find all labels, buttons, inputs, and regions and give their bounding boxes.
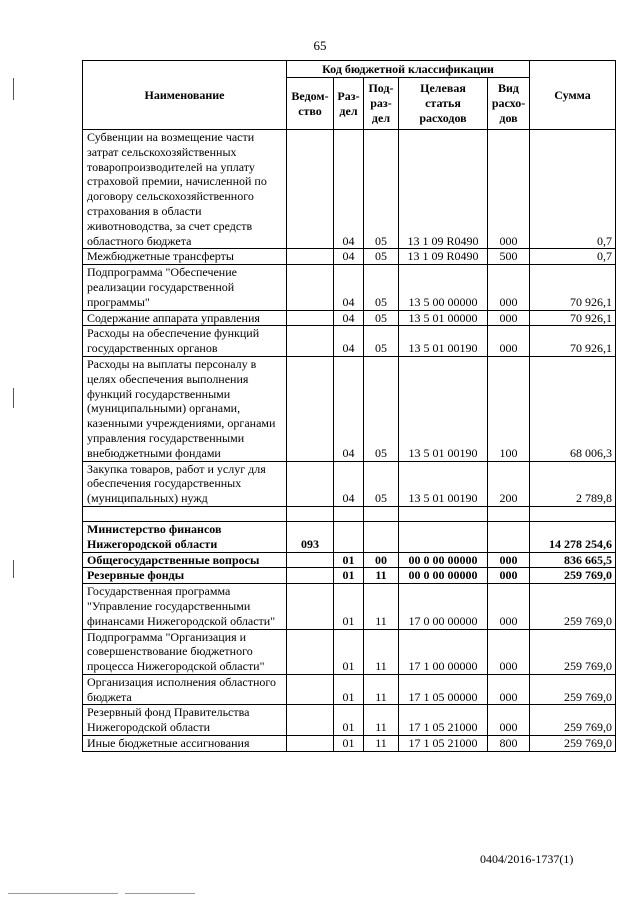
cell-sum: 70 926,1 bbox=[530, 265, 616, 310]
table-row bbox=[83, 736, 616, 752]
cell-name: Резервный фонд Правительства Нижегородской области bbox=[83, 705, 287, 736]
cell-section: 01 bbox=[334, 705, 364, 736]
cell-section: 01 bbox=[334, 736, 364, 752]
cell-kind: 500 bbox=[488, 249, 530, 265]
cell-dept bbox=[287, 629, 334, 674]
cell-kind: 200 bbox=[488, 461, 530, 506]
cell-target: 17 1 05 21000 bbox=[399, 736, 488, 752]
cell-dept bbox=[287, 705, 334, 736]
table-row bbox=[83, 130, 616, 249]
cell-kind bbox=[488, 521, 530, 552]
table-row bbox=[83, 461, 616, 506]
cell-kind: 100 bbox=[488, 356, 530, 461]
cell-section: 01 bbox=[334, 674, 364, 705]
cell-target: 13 5 00 00000 bbox=[399, 265, 488, 310]
cell-section: 01 bbox=[334, 584, 364, 629]
header-dept: Ведом-ство bbox=[287, 78, 334, 130]
table-row bbox=[83, 249, 616, 265]
cell-dept bbox=[287, 130, 334, 249]
cell-target: 13 5 01 00190 bbox=[399, 461, 488, 506]
cell-kind: 000 bbox=[488, 705, 530, 736]
table-row bbox=[83, 265, 616, 310]
cell-section: 04 bbox=[334, 310, 364, 326]
cell-subsection: 11 bbox=[364, 568, 399, 584]
table-row bbox=[83, 310, 616, 326]
cell-name: Иные бюджетные ассигнования bbox=[83, 736, 287, 752]
cell-subsection: 05 bbox=[364, 356, 399, 461]
cell-target: 13 5 01 00190 bbox=[399, 356, 488, 461]
cell-dept bbox=[287, 584, 334, 629]
spacer-cell bbox=[364, 506, 399, 521]
cell-sum: 259 769,0 bbox=[530, 705, 616, 736]
cell-section bbox=[334, 521, 364, 552]
cell-subsection: 11 bbox=[364, 736, 399, 752]
cell-section: 04 bbox=[334, 249, 364, 265]
table-spacer-row bbox=[83, 506, 616, 521]
table-row bbox=[83, 584, 616, 629]
cell-sum: 70 926,1 bbox=[530, 310, 616, 326]
header-kind: Вид расхо-дов bbox=[488, 78, 530, 130]
cell-sum: 14 278 254,6 bbox=[530, 521, 616, 552]
page-number: 65 bbox=[313, 38, 327, 53]
cell-name: Резервные фонды bbox=[83, 568, 287, 584]
spacer-cell bbox=[530, 506, 616, 521]
cell-dept bbox=[287, 568, 334, 584]
cell-section: 01 bbox=[334, 552, 364, 568]
cell-target: 17 0 00 00000 bbox=[399, 584, 488, 629]
spacer-cell bbox=[83, 506, 287, 521]
cell-section: 04 bbox=[334, 265, 364, 310]
spacer-cell bbox=[488, 506, 530, 521]
budget-table bbox=[82, 60, 616, 752]
cell-name: Субвенции на возмещение части затрат сельскохозяйственных товаропроизводителей на уплату страховой премии, начисленной по договору сельскохозяйственного страхования в области животноводства, за счет средств областного бюджета bbox=[83, 130, 287, 249]
cell-subsection: 05 bbox=[364, 326, 399, 357]
table-row bbox=[83, 705, 616, 736]
table-row bbox=[83, 552, 616, 568]
cell-name: Расходы на выплаты персоналу в целях обеспечения выполнения функций государственными (муниципальными) органами, казенными учреждениями, органами управления государственными внебюджетными фондами bbox=[83, 356, 287, 461]
cell-kind: 000 bbox=[488, 265, 530, 310]
cell-sum: 259 769,0 bbox=[530, 584, 616, 629]
cell-name: Межбюджетные трансферты bbox=[83, 249, 287, 265]
cell-subsection: 05 bbox=[364, 265, 399, 310]
cell-section: 04 bbox=[334, 356, 364, 461]
cell-dept bbox=[287, 249, 334, 265]
cell-section: 01 bbox=[334, 629, 364, 674]
cell-dept bbox=[287, 265, 334, 310]
cell-name: Общегосударственные вопросы bbox=[83, 552, 287, 568]
table-row bbox=[83, 521, 616, 552]
cell-subsection: 11 bbox=[364, 674, 399, 705]
cell-dept bbox=[287, 736, 334, 752]
cell-target: 00 0 00 00000 bbox=[399, 568, 488, 584]
margin-mark bbox=[13, 560, 14, 578]
cell-name: Подпрограмма "Обеспечение реализации государственной программы" bbox=[83, 265, 287, 310]
cell-sum: 259 769,0 bbox=[530, 674, 616, 705]
cell-target: 17 1 05 00000 bbox=[399, 674, 488, 705]
table-row bbox=[83, 674, 616, 705]
cell-name: Закупка товаров, работ и услуг для обеспечения государственных (муниципальных) нужд bbox=[83, 461, 287, 506]
cell-dept: 093 bbox=[287, 521, 334, 552]
cell-name: Расходы на обеспечение функций государственных органов bbox=[83, 326, 287, 357]
cell-target: 13 5 01 00190 bbox=[399, 326, 488, 357]
cell-name: Организация исполнения областного бюджета bbox=[83, 674, 287, 705]
cell-sum: 259 769,0 bbox=[530, 736, 616, 752]
cell-section: 01 bbox=[334, 568, 364, 584]
header-sum: Сумма bbox=[530, 61, 616, 130]
cell-kind: 000 bbox=[488, 674, 530, 705]
cell-kind: 800 bbox=[488, 736, 530, 752]
cell-sum: 0,7 bbox=[530, 130, 616, 249]
table-row bbox=[83, 568, 616, 584]
table-row bbox=[83, 356, 616, 461]
cell-name: Министерство финансов Нижегородской области bbox=[83, 521, 287, 552]
cell-kind: 000 bbox=[488, 552, 530, 568]
cell-sum: 259 769,0 bbox=[530, 568, 616, 584]
budget-table-container bbox=[82, 60, 615, 752]
header-classification: Код бюджетной классификации bbox=[287, 61, 530, 78]
cell-dept bbox=[287, 674, 334, 705]
cell-dept bbox=[287, 326, 334, 357]
cell-target: 13 5 01 00000 bbox=[399, 310, 488, 326]
cell-sum: 68 006,3 bbox=[530, 356, 616, 461]
table-row bbox=[83, 326, 616, 357]
cell-target bbox=[399, 521, 488, 552]
cell-kind: 000 bbox=[488, 629, 530, 674]
cell-subsection: 11 bbox=[364, 629, 399, 674]
spacer-cell bbox=[399, 506, 488, 521]
header-section: Раз-дел bbox=[334, 78, 364, 130]
cell-subsection: 05 bbox=[364, 461, 399, 506]
cell-sum: 70 926,1 bbox=[530, 326, 616, 357]
cell-target: 17 1 00 00000 bbox=[399, 629, 488, 674]
cell-name: Государственная программа "Управление государственными финансами Нижегородской области" bbox=[83, 584, 287, 629]
cell-name: Содержание аппарата управления bbox=[83, 310, 287, 326]
cell-name: Подпрограмма "Организация и совершенствование бюджетного процесса Нижегородской области" bbox=[83, 629, 287, 674]
margin-mark bbox=[13, 388, 14, 408]
header-target: Целевая статья расходов bbox=[399, 78, 488, 130]
cell-sum: 836 665,5 bbox=[530, 552, 616, 568]
header-subsection: Под-раз-дел bbox=[364, 78, 399, 130]
cell-kind: 000 bbox=[488, 326, 530, 357]
cell-subsection: 05 bbox=[364, 249, 399, 265]
header-name: Наименование bbox=[83, 61, 287, 130]
cell-dept bbox=[287, 310, 334, 326]
document-code: 0404/2016-1737(1) bbox=[480, 852, 574, 866]
cell-target: 17 1 05 21000 bbox=[399, 705, 488, 736]
cell-target: 13 1 09 R0490 bbox=[399, 130, 488, 249]
cell-target: 00 0 00 00000 bbox=[399, 552, 488, 568]
scan-artifact bbox=[8, 893, 118, 894]
cell-kind: 000 bbox=[488, 568, 530, 584]
cell-section: 04 bbox=[334, 130, 364, 249]
cell-subsection: 11 bbox=[364, 584, 399, 629]
cell-kind: 000 bbox=[488, 130, 530, 249]
cell-sum: 2 789,8 bbox=[530, 461, 616, 506]
cell-subsection: 05 bbox=[364, 310, 399, 326]
cell-dept bbox=[287, 356, 334, 461]
cell-dept bbox=[287, 552, 334, 568]
cell-section: 04 bbox=[334, 461, 364, 506]
spacer-cell bbox=[287, 506, 334, 521]
cell-subsection bbox=[364, 521, 399, 552]
cell-target: 13 1 09 R0490 bbox=[399, 249, 488, 265]
cell-subsection: 05 bbox=[364, 130, 399, 249]
cell-section: 04 bbox=[334, 326, 364, 357]
table-row bbox=[83, 629, 616, 674]
scan-artifact bbox=[125, 893, 195, 894]
spacer-cell bbox=[334, 506, 364, 521]
margin-mark bbox=[13, 78, 14, 100]
cell-subsection: 11 bbox=[364, 705, 399, 736]
cell-kind: 000 bbox=[488, 310, 530, 326]
cell-kind: 000 bbox=[488, 584, 530, 629]
cell-dept bbox=[287, 461, 334, 506]
cell-sum: 259 769,0 bbox=[530, 629, 616, 674]
cell-sum: 0,7 bbox=[530, 249, 616, 265]
cell-subsection: 00 bbox=[364, 552, 399, 568]
